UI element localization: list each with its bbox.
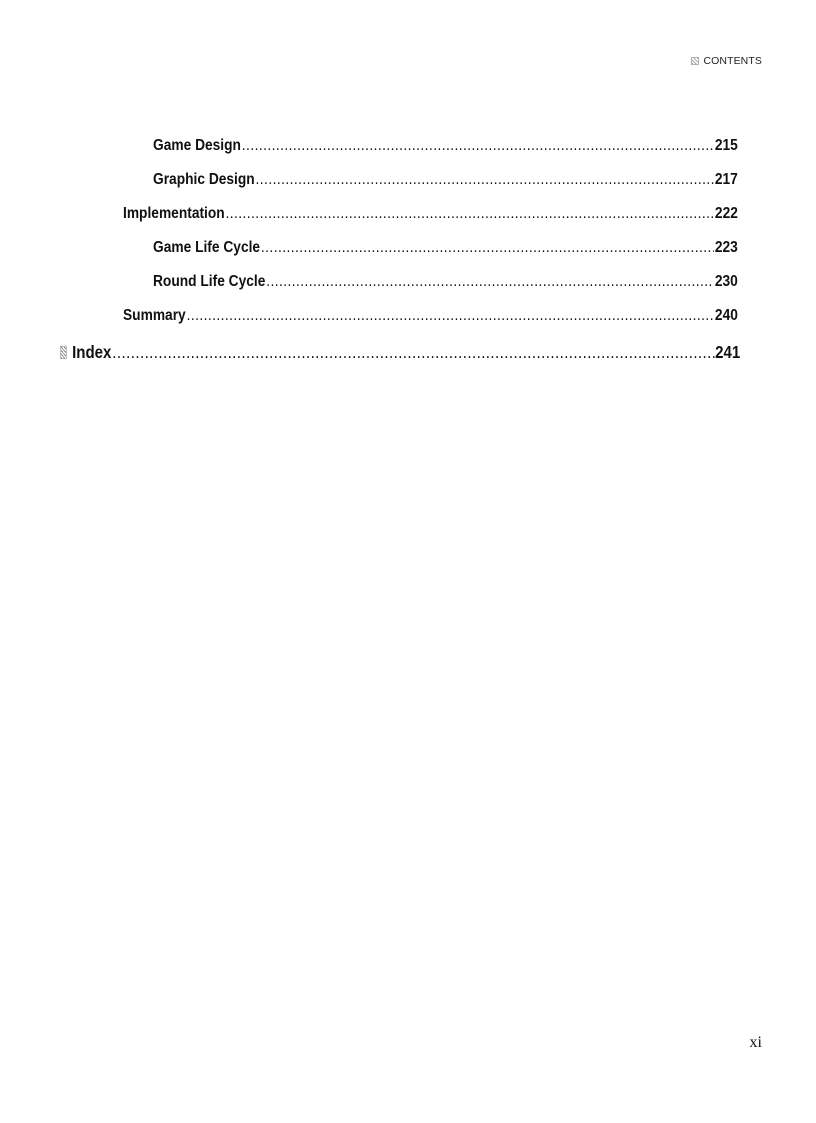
toc-entry-graphic-design[interactable] — [153, 171, 738, 189]
toc-entry-summary[interactable] — [123, 307, 738, 325]
hatched-square-icon — [691, 57, 699, 65]
dot-leader — [266, 273, 714, 291]
toc-entry-page: 241 — [715, 342, 741, 362]
running-header-title: CONTENTS — [703, 55, 762, 67]
toc-entry-implementation[interactable] — [123, 205, 738, 223]
page-number: xi — [749, 1034, 762, 1051]
toc-entry-round-life-cycle[interactable] — [153, 273, 738, 291]
toc-entry-label: Graphic Design — [153, 171, 255, 188]
toc-entry-game-design[interactable] — [153, 137, 738, 155]
toc-entry-page: 223 — [714, 239, 738, 256]
toc-entry-page: 222 — [714, 205, 738, 222]
dot-leader — [256, 171, 714, 189]
dot-leader — [112, 342, 714, 363]
dot-leader — [242, 137, 714, 155]
toc-entry-label: Game Design — [153, 137, 241, 154]
toc-entry-page: 217 — [714, 171, 738, 188]
running-header — [691, 55, 762, 67]
toc-entry-page: 215 — [714, 137, 738, 154]
dot-leader — [226, 205, 715, 223]
toc-entry-page: 230 — [714, 273, 738, 290]
toc-entry-label: Round Life Cycle — [153, 273, 266, 290]
dot-leader — [187, 307, 715, 325]
toc-entry-page: 240 — [714, 307, 738, 324]
toc-entry-label: Implementation — [123, 205, 225, 222]
hatched-square-icon — [60, 346, 67, 359]
toc-entry-index[interactable] — [60, 342, 740, 363]
toc-entry-game-life-cycle[interactable] — [153, 239, 738, 257]
dot-leader — [261, 239, 714, 257]
toc-entry-label: Game Life Cycle — [153, 239, 261, 256]
toc-entry-label: Index — [72, 342, 112, 362]
toc-entry-label: Summary — [123, 307, 186, 324]
